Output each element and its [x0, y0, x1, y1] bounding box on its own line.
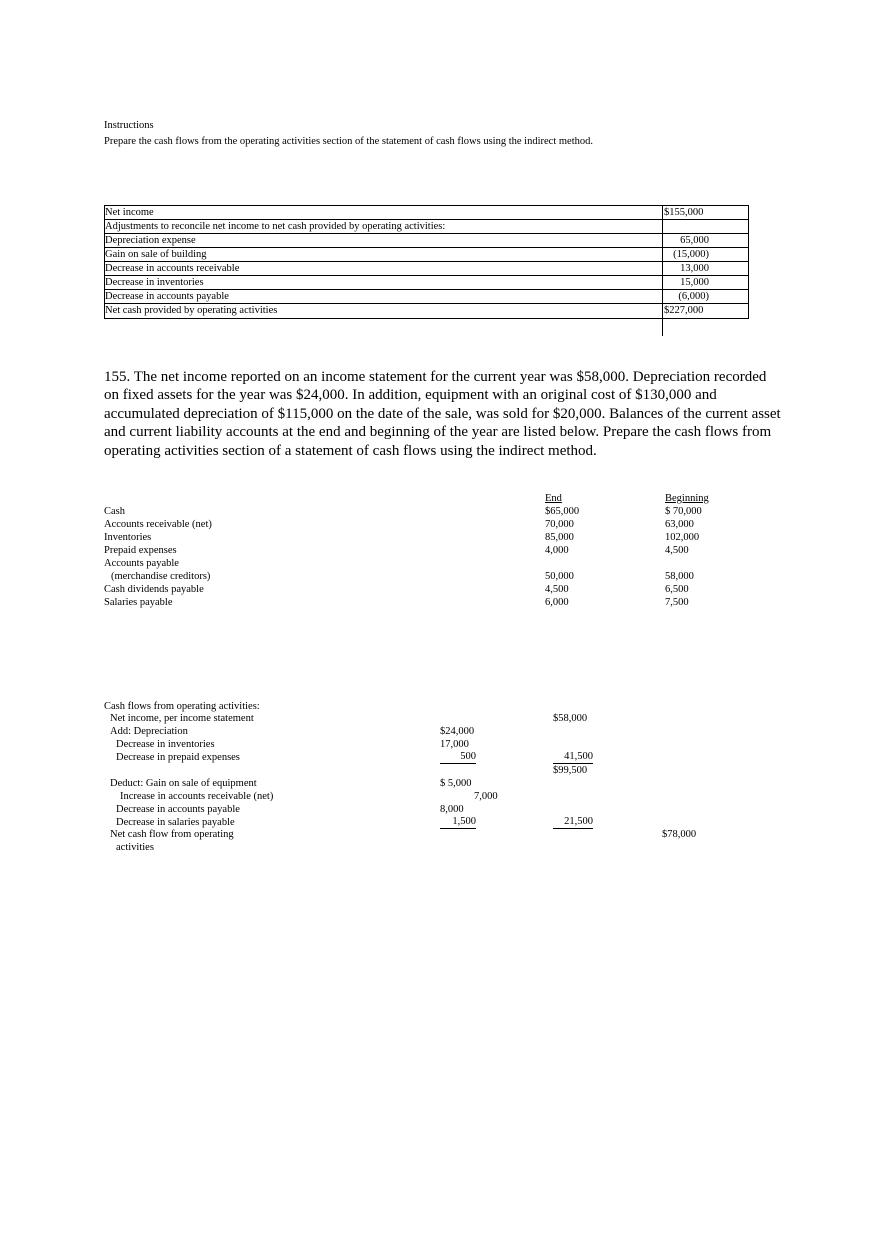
row-label: Net income — [105, 207, 154, 218]
table-left-border — [104, 205, 105, 318]
inventories-value: 17,000 — [440, 739, 469, 750]
payable-value: 8,000 — [440, 804, 464, 815]
balance-end: 70,000 — [545, 519, 574, 530]
row-value: (15,000) — [673, 249, 709, 260]
balance-end: $65,000 — [545, 506, 580, 517]
add-total-value: 41,500 — [553, 751, 593, 764]
balance-label: Prepaid expenses — [104, 545, 177, 556]
balance-beginning: 7,500 — [665, 597, 689, 608]
balance-beginning: 58,000 — [665, 571, 694, 582]
balance-end: 4,500 — [545, 584, 569, 595]
balance-beginning: 102,000 — [665, 532, 700, 543]
balance-end: 50,000 — [545, 571, 574, 582]
balance-end: 4,000 — [545, 545, 569, 556]
row-label: Depreciation expense — [105, 235, 196, 246]
receivable-label: Increase in accounts receivable (net) — [120, 791, 274, 802]
table-row — [104, 261, 749, 276]
row-value: (6,000) — [678, 291, 709, 302]
instructions-heading: Instructions — [104, 120, 154, 131]
balance-label: Accounts payable — [104, 558, 179, 569]
table-column-divider — [662, 205, 663, 336]
table-row — [104, 275, 749, 290]
balance-label: Accounts receivable (net) — [104, 519, 212, 530]
net-income-value: $58,000 — [553, 713, 588, 724]
deduct-total-value: 21,500 — [553, 816, 593, 829]
col-end-header: End — [545, 493, 562, 504]
balance-beginning: $ 70,000 — [665, 506, 702, 517]
balance-label: Salaries payable — [104, 597, 173, 608]
table-row — [104, 247, 749, 262]
balance-label: (merchandise creditors) — [111, 571, 211, 582]
payable-label: Decrease in accounts payable — [116, 804, 240, 815]
inventories-label: Decrease in inventories — [116, 739, 215, 750]
add-depreciation-value: $24,000 — [440, 726, 475, 737]
prepaid-value: 500 — [440, 751, 476, 764]
problem-text: 155. The net income reported on an income statement for the current year was $58,000. Depreciation recorded on fixed assets for the year was $24,000. In addition, equipment with an original cost of $130,000 and accumulated depreciation of $115,000 on the date of the sale, was sold for $20,000. Balances of the current asset and current liability accounts at the end and beginning of the year are listed below. Prepare the cash flows from operating activities section of a statement of cash flows using the indirect method. — [104, 369, 781, 459]
table-row — [104, 289, 749, 304]
table-row — [104, 205, 749, 220]
salaries-label: Decrease in salaries payable — [116, 817, 235, 828]
gain-value: $ 5,000 — [440, 778, 472, 789]
table-row — [104, 219, 749, 234]
row-label: Decrease in accounts payable — [105, 291, 229, 302]
net-cash-label-continued: activities — [116, 842, 154, 853]
col-beginning-header: Beginning — [665, 493, 709, 504]
instructions-text: Prepare the cash flows from the operating activities section of the statement of cash flows using the indirect method. — [104, 136, 593, 147]
balance-end: 85,000 — [545, 532, 574, 543]
row-value: $155,000 — [664, 207, 704, 218]
add-label: Add: Depreciation — [110, 726, 188, 737]
net-income-label: Net income, per income statement — [110, 713, 254, 724]
balance-beginning: 63,000 — [665, 519, 694, 530]
row-value: 13,000 — [680, 263, 709, 274]
row-label: Decrease in accounts receivable — [105, 263, 240, 274]
balance-label: Cash — [104, 506, 125, 517]
table-row — [104, 233, 749, 248]
row-value: 15,000 — [680, 277, 709, 288]
row-value: $227,000 — [664, 305, 704, 316]
deduct-label: Deduct: Gain on sale of equipment — [110, 778, 257, 789]
balance-label: Cash dividends payable — [104, 584, 204, 595]
solution-heading: Cash flows from operating activities: — [104, 701, 260, 712]
balance-beginning: 4,500 — [665, 545, 689, 556]
balance-end: 6,000 — [545, 597, 569, 608]
salaries-value: 1,500 — [440, 816, 476, 829]
row-label: Decrease in inventories — [105, 277, 204, 288]
receivable-value: 7,000 — [474, 791, 498, 802]
balance-label: Inventories — [104, 532, 152, 543]
net-cash-value: $78,000 — [662, 829, 697, 840]
prepaid-label: Decrease in prepaid expenses — [116, 752, 240, 763]
subtotal-value: $99,500 — [553, 765, 588, 776]
row-label: Net cash provided by operating activities — [105, 305, 278, 316]
net-cash-label: Net cash flow from operating — [110, 829, 234, 840]
balance-beginning: 6,500 — [665, 584, 689, 595]
row-label: Adjustments to reconcile net income to net cash provided by operating activities: — [105, 221, 446, 232]
table-right-border — [748, 205, 749, 318]
row-value: 65,000 — [680, 235, 709, 246]
table-row — [104, 303, 749, 319]
row-label: Gain on sale of building — [105, 249, 207, 260]
